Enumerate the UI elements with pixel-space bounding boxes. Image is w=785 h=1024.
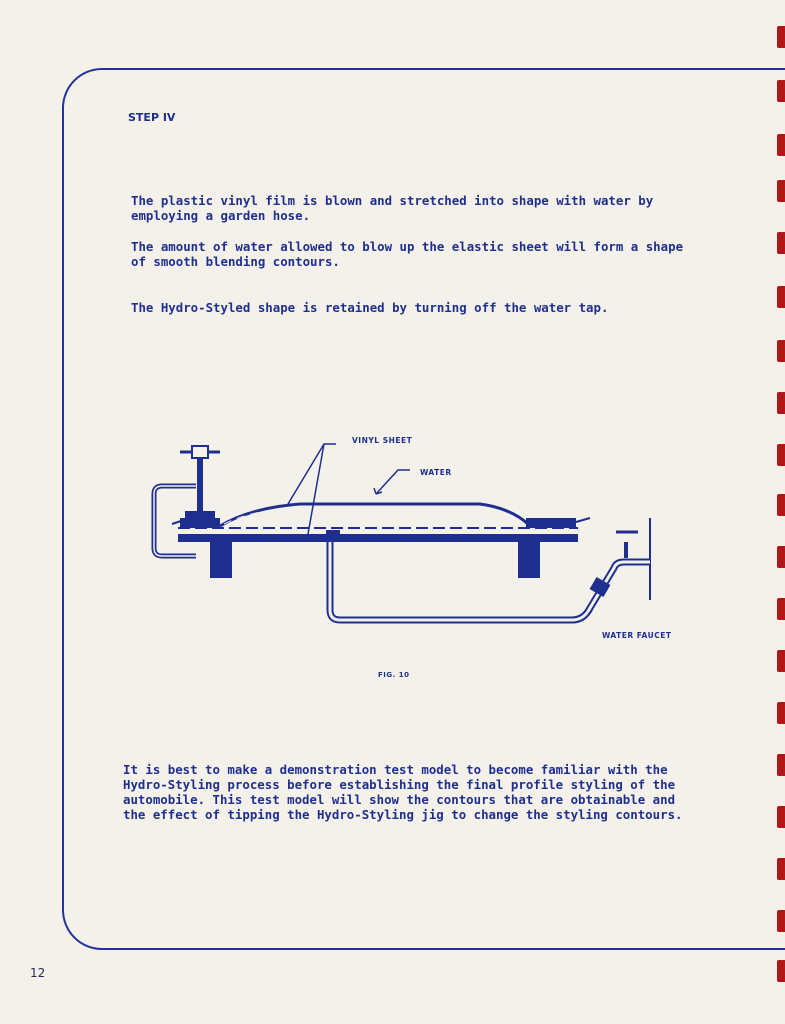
vinyl-sheet-bulge — [220, 504, 528, 526]
left-leg — [210, 542, 232, 578]
paragraph-shape-retained: The Hydro-Styled shape is retained by turning off the water tap. — [131, 300, 609, 315]
label-vinyl-sheet: VINYL SHEET — [352, 436, 413, 445]
paragraph-test-model: It is best to make a demonstration test model to become familiar with the Hydro-Styling process before establishing the final profile styling of the automobile. This test model will show the contours that are obtainable and the effect of tipping the Hydro-Styling jig to change the styling contours. — [123, 762, 683, 822]
right-leg — [518, 542, 540, 578]
spiral-binding — [771, 0, 785, 1024]
label-water: WATER — [420, 468, 452, 477]
figure-caption: FIG. 10 — [378, 671, 410, 679]
page-number: 12 — [30, 966, 46, 980]
step-title: STEP IV — [128, 111, 176, 124]
hydro-styling-jig-diagram — [140, 430, 660, 630]
label-water-faucet: WATER FAUCET — [602, 631, 672, 640]
paragraph-water-amount: The amount of water allowed to blow up the elastic sheet will form a shape of smooth blending contours. — [131, 239, 684, 269]
paragraph-hose: The plastic vinyl film is blown and stretched into shape with water by employing a garden hose. — [131, 193, 654, 223]
base-board — [178, 534, 578, 542]
garden-hose — [330, 542, 602, 620]
